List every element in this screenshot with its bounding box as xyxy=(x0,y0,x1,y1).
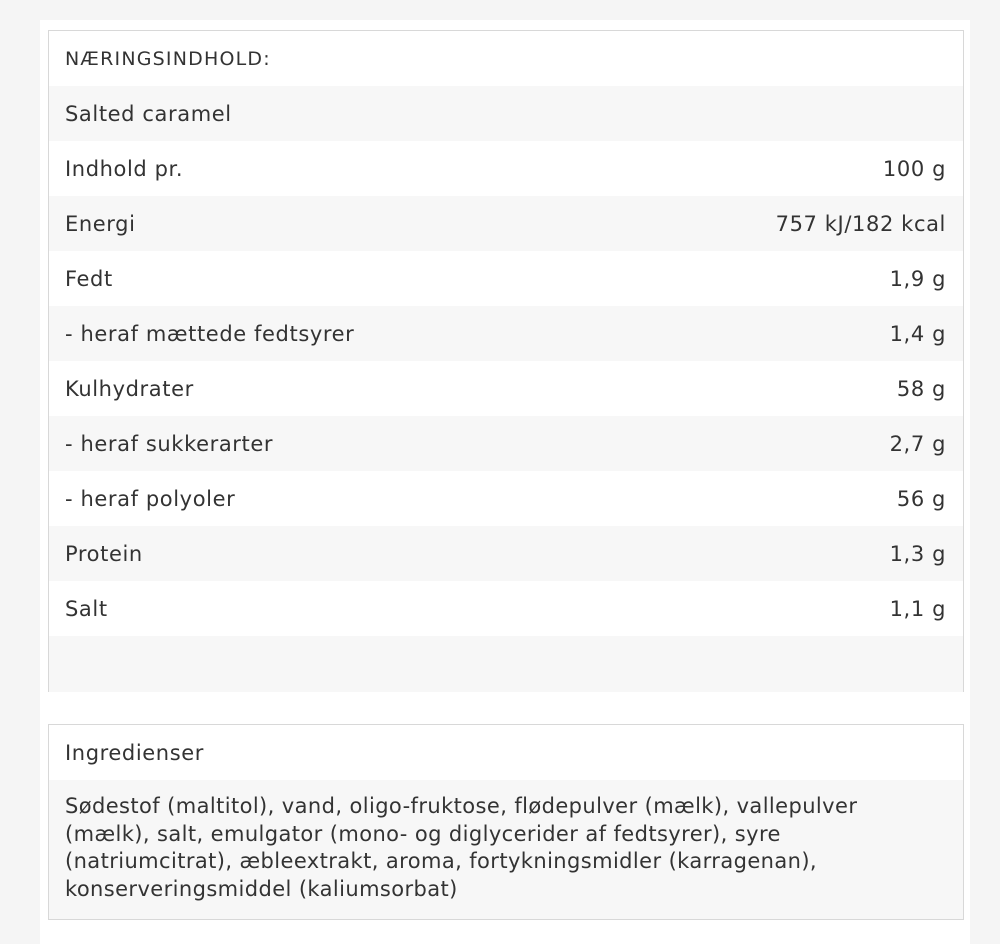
ingredients-text: Sødestof (maltitol), vand, oligo-fruktose, flødepulver (mælk), vallepulver (mælk), salt, emulgator (mono- og diglycerider af fedtsyrer), syre (natriumcitrat), æbleextrakt, aroma, fortykningsmidler (karragenan), konserveringsmiddel (kaliumsorbat) xyxy=(49,780,963,919)
ingredients-box xyxy=(48,724,964,920)
nutrition-row xyxy=(49,251,963,306)
page-content xyxy=(40,20,970,944)
nutrition-label: Fedt xyxy=(65,266,113,291)
nutrition-value: 2,7 g xyxy=(889,431,946,456)
nutrition-value: 1,9 g xyxy=(889,266,946,291)
nutrition-row xyxy=(49,306,963,361)
nutrition-header-label: NÆRINGSINDHOLD: xyxy=(65,47,271,70)
ingredients-title-label: Ingredienser xyxy=(65,740,205,765)
nutrition-value: 100 g xyxy=(882,156,946,181)
nutrition-row xyxy=(49,526,963,581)
nutrition-value: 1,1 g xyxy=(889,596,946,621)
nutrition-label: - heraf sukkerarter xyxy=(65,431,274,456)
nutrition-label: - heraf mættede fedtsyrer xyxy=(65,321,355,346)
nutrition-row xyxy=(49,471,963,526)
nutrition-product-row xyxy=(49,86,963,141)
nutrition-row xyxy=(49,416,963,471)
nutrition-header xyxy=(49,31,963,86)
nutrition-value: 58 g xyxy=(896,376,946,401)
nutrition-row xyxy=(49,361,963,416)
nutrition-label: Kulhydrater xyxy=(65,376,194,401)
nutrition-row xyxy=(49,141,963,196)
nutrition-label: Energi xyxy=(65,211,136,236)
nutrition-empty-row xyxy=(49,636,963,692)
nutrition-value: 757 kJ/182 kcal xyxy=(775,211,946,236)
product-name: Salted caramel xyxy=(65,101,232,126)
ingredients-title xyxy=(49,725,963,780)
nutrition-label: Indhold pr. xyxy=(65,156,184,181)
nutrition-table xyxy=(48,30,964,692)
nutrition-row xyxy=(49,196,963,251)
nutrition-row xyxy=(49,581,963,636)
nutrition-value: 1,3 g xyxy=(889,541,946,566)
nutrition-value: 56 g xyxy=(896,486,946,511)
nutrition-label: - heraf polyoler xyxy=(65,486,236,511)
nutrition-label: Protein xyxy=(65,541,143,566)
nutrition-label: Salt xyxy=(65,596,108,621)
nutrition-value: 1,4 g xyxy=(889,321,946,346)
